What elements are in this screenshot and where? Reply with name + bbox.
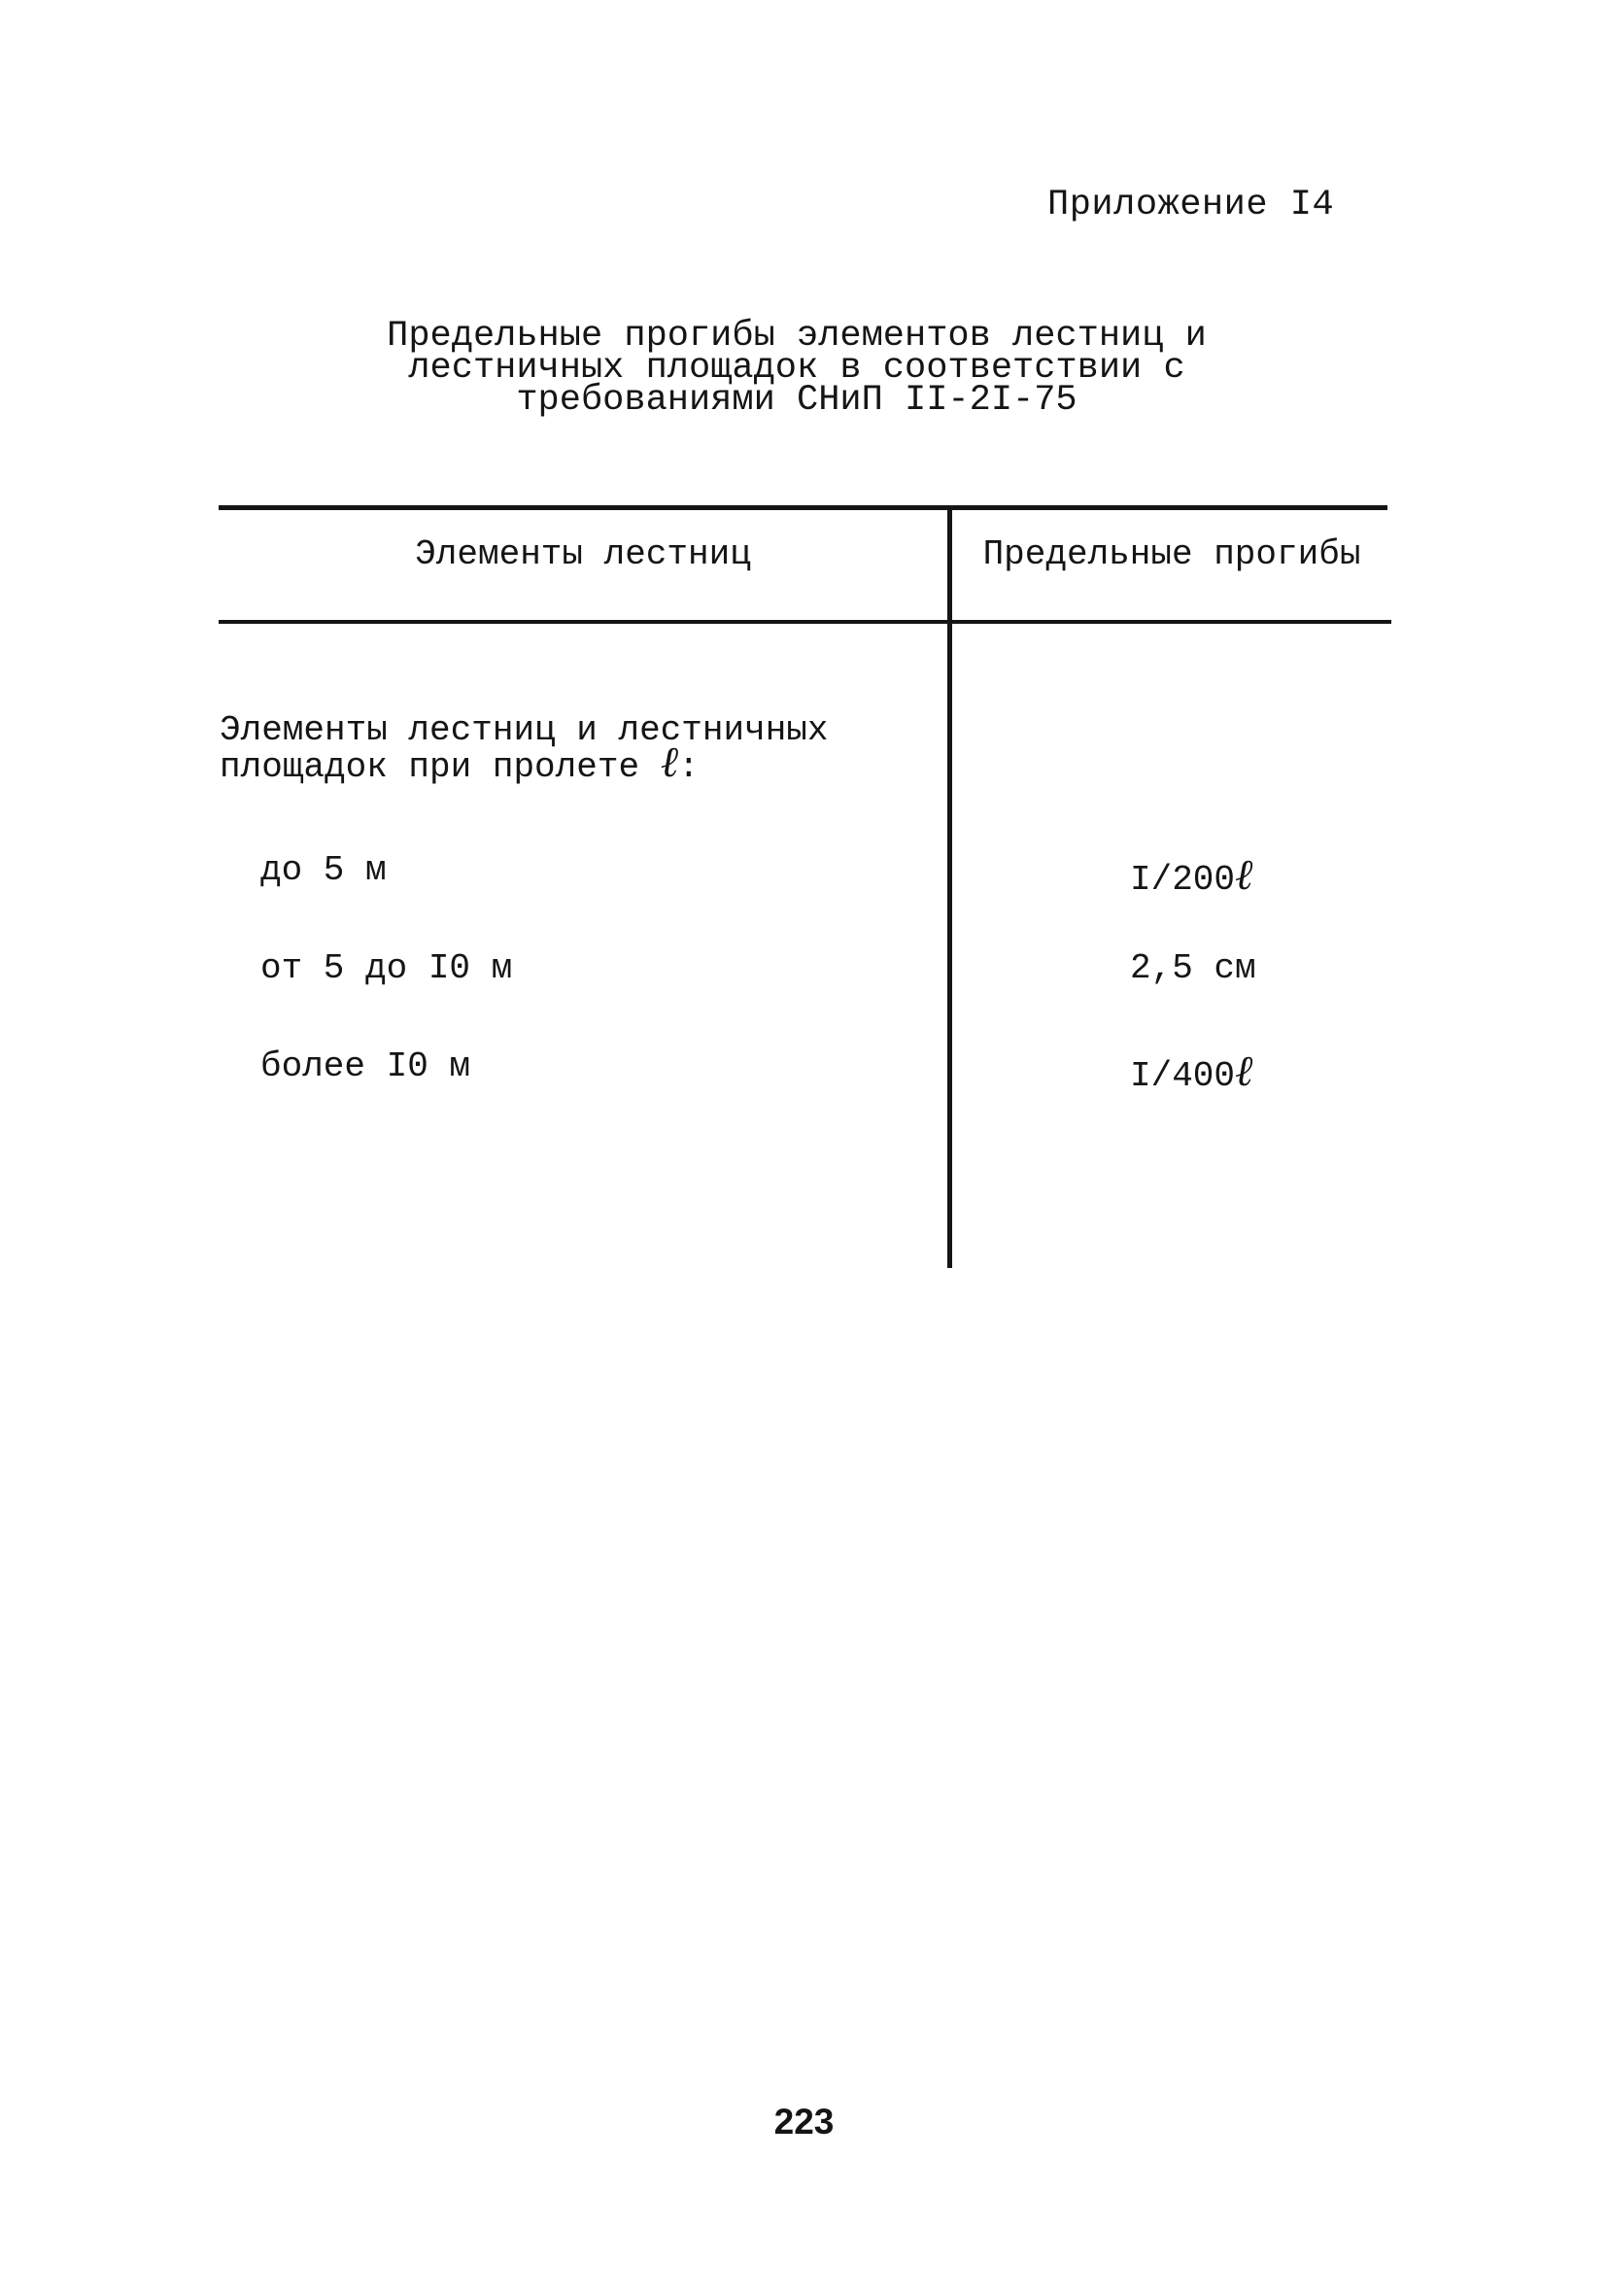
title-line: Предельные прогибы элементов лестниц и xyxy=(387,316,1207,357)
table-row-value xyxy=(1130,1046,1252,1096)
table-column-divider xyxy=(947,505,952,1268)
group-label-line: Элементы лестниц и лестничных xyxy=(220,710,829,750)
column-header-deflections: Предельные прогибы xyxy=(982,534,1361,574)
deflection-value: 2,5 см xyxy=(1130,948,1256,988)
table-row-label: от 5 до I0 м xyxy=(260,948,513,988)
table-row-value xyxy=(1130,948,1256,988)
table-row-label: до 5 м xyxy=(260,850,387,890)
table-header-rule xyxy=(219,620,1391,624)
column-header-elements: Элементы лестниц xyxy=(415,534,751,574)
document-title xyxy=(330,316,1263,421)
span-symbol: ℓ xyxy=(1235,1046,1253,1096)
group-label xyxy=(220,710,829,787)
table-row-label: более I0 м xyxy=(260,1046,471,1086)
deflection-ratio: I/200 xyxy=(1130,860,1236,900)
table-top-rule xyxy=(219,505,1387,510)
span-symbol: ℓ xyxy=(1235,850,1253,900)
span-symbol: ℓ xyxy=(660,737,679,787)
page-number: 223 xyxy=(773,2102,835,2142)
group-label-line-2 xyxy=(220,737,829,787)
table-row-value xyxy=(1130,850,1252,900)
title-line: лестничных площадок в соответствии с xyxy=(408,348,1185,389)
group-label-text: площадок при пролете xyxy=(220,747,640,787)
group-label-colon: : xyxy=(678,747,700,787)
appendix-label: Приложение I4 xyxy=(1047,185,1335,225)
deflection-ratio: I/400 xyxy=(1130,1056,1236,1096)
title-line: требованиями СНиП II-2I-75 xyxy=(516,380,1078,421)
